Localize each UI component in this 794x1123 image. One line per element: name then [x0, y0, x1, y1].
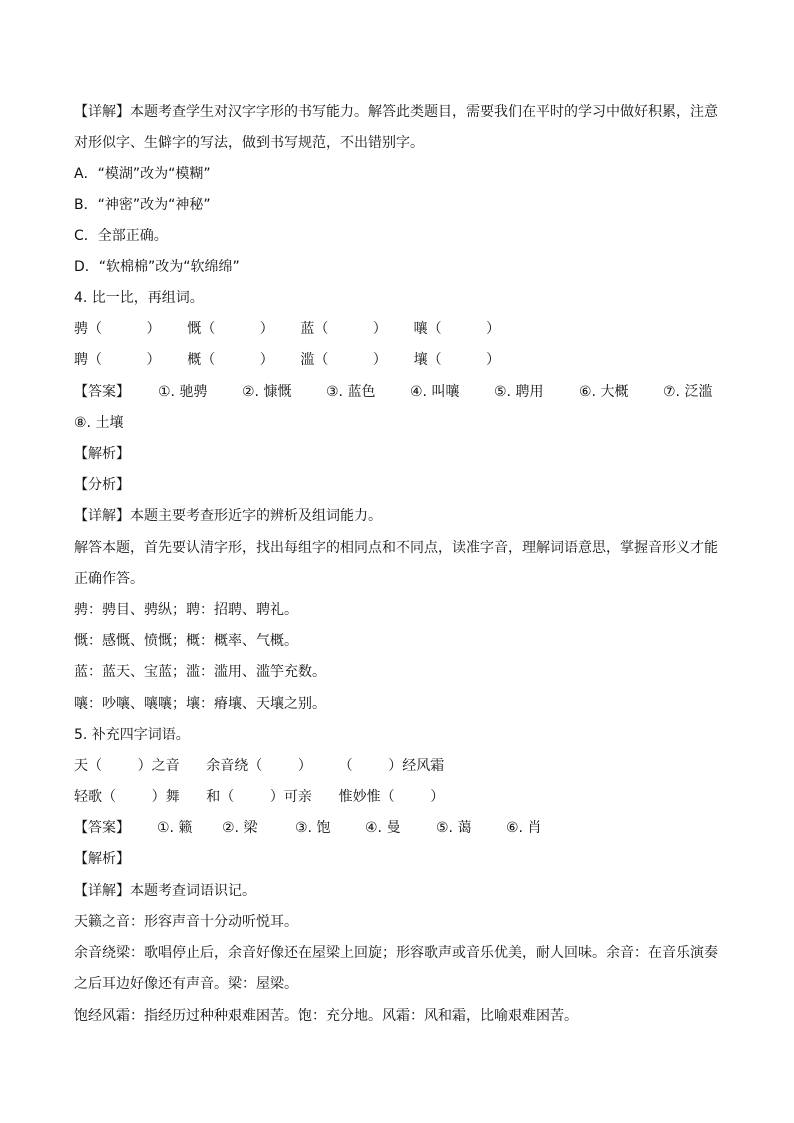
q5-answer: ⑥. 肖 [506, 820, 542, 836]
q4-row-2: 聘（ ） 概（ ） 滥（ ） 壤（ ） [74, 352, 501, 368]
q5-detail: 【详解】本题考查词语识记。 [74, 883, 256, 899]
q5-answer: ④. 曼 [365, 820, 401, 836]
q5-exp-2b: 之后耳边好像还有声音。梁：屋梁。 [74, 976, 298, 992]
q4-answer-last: ⑧. 土壤 [74, 415, 124, 431]
q5-answer: ③. 饱 [295, 820, 331, 836]
q4-row-1: 骋（ ） 慨（ ） 蓝（ ） 嚷（ ） [74, 321, 501, 337]
q4-analysis-heading: 【解析】 [74, 446, 130, 462]
q4-title: 4. 比一比，再组词。 [74, 290, 204, 306]
q5-analysis-heading: 【解析】 [74, 851, 130, 867]
q5-answer-label: 【答案】 [74, 820, 130, 836]
q4-answer: ⑤. 聘用 [494, 384, 544, 400]
q3-detail-line-2: 对形似字、生僻字的写法，做到书写规范，不出错别字。 [74, 135, 424, 151]
q5-exp-3: 饱经风霜：指经历过种种艰难困苦。饱：充分地。风霜：风和霜，比喻艰难困苦。 [74, 1008, 578, 1024]
q5-exp-1: 天籁之音：形容声音十分动听悦耳。 [74, 914, 298, 930]
q5-answer: ②. 梁 [222, 820, 258, 836]
q4-pair-4: 嚷：吵嚷、嚷嚷；壤：瘠壤、天壤之别。 [74, 696, 326, 712]
q5-row-2: 轻歌（ ）舞 和（ ）可亲 惟妙惟（ ） [74, 789, 445, 805]
q4-answer: ②. 慷慨 [242, 384, 292, 400]
q5-answer: ①. 籁 [157, 820, 193, 836]
q3-option-d: D．“软棉棉”改为“软绵绵” [74, 259, 240, 275]
q4-pair-2: 慨：感慨、愤慨；概：概率、气概。 [74, 633, 298, 649]
q4-answer: ④. 叫嚷 [410, 384, 460, 400]
q3-option-b: B．“神密”改为“神秘” [74, 197, 211, 213]
q3-option-a: A．“模湖”改为“模糊” [74, 166, 211, 182]
q4-answer: ⑦. 泛滥 [663, 384, 713, 400]
q4-para-2: 正确作答。 [74, 571, 144, 587]
q4-pair-3: 蓝：蓝天、宝蓝；滥：滥用、滥竽充数。 [74, 664, 326, 680]
q3-detail-line-1: 【详解】本题考查学生对汉字字形的书写能力。解答此类题目，需要我们在平时的学习中做好积累，注意 [74, 104, 718, 120]
q4-answer: ①. 驰骋 [158, 384, 208, 400]
q4-answer: ⑥. 大概 [579, 384, 629, 400]
q3-option-c: C．全部正确。 [74, 228, 168, 244]
q5-answer: ⑤. 蔼 [436, 820, 472, 836]
q4-pair-1: 骋：骋目、骋纵；聘：招聘、聘礼。 [74, 602, 298, 618]
q4-answer-label: 【答案】 [74, 384, 130, 400]
q4-para-1: 解答本题，首先要认清字形，找出每组字的相同点和不同点，读准字音，理解词语意思，掌握音形义才能 [74, 540, 718, 556]
q4-fenxi-heading: 【分析】 [74, 477, 130, 493]
q5-exp-2a: 余音绕梁：歌唱停止后，余音好像还在屋梁上回旋；形容歌声或音乐优美，耐人回味。余音：在音乐演奏 [74, 945, 718, 961]
q4-answer: ③. 蓝色 [326, 384, 376, 400]
q4-detail: 【详解】本题主要考查形近字的辨析及组词能力。 [74, 508, 382, 524]
q5-title: 5. 补充四字词语。 [74, 727, 190, 743]
q5-row-1: 天（ ）之音 余音绕（ ） （ ）经风霜 [74, 758, 445, 774]
